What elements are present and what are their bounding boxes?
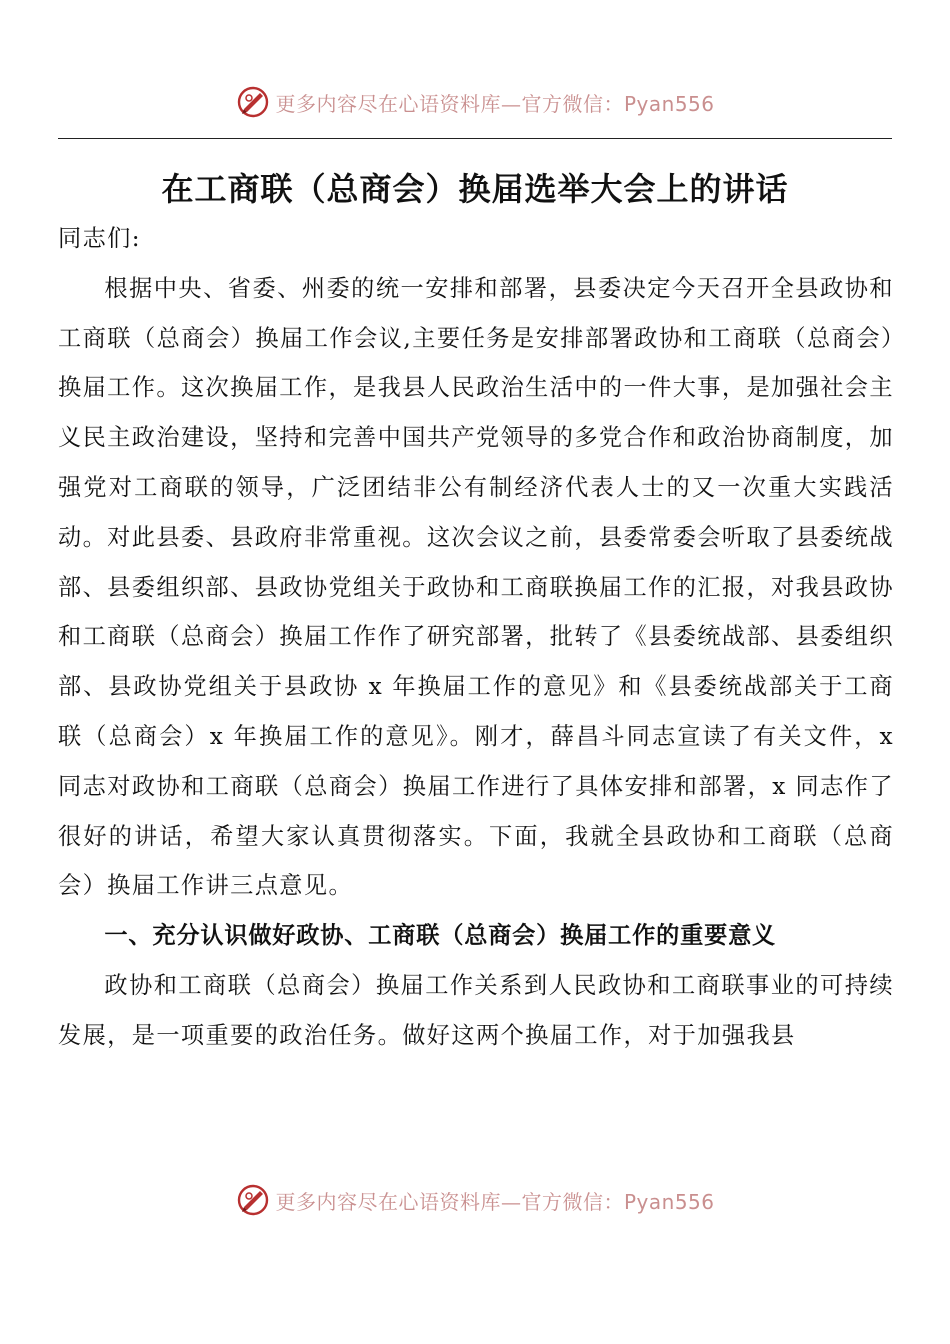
section-1-heading: 一、充分认识做好政协、工商联（总商会）换届工作的重要意义 <box>104 922 777 950</box>
header-banner-text: 更多内容尽在心语资料库—官方微信：Pyan556 <box>275 91 715 116</box>
header-wechat-id: Pyan556 <box>623 91 715 116</box>
footer-banner-text: 更多内容尽在心语资料库—官方微信：Pyan556 <box>275 1189 715 1214</box>
salutation: 同志们: <box>58 225 141 252</box>
footer-banner <box>0 1178 950 1222</box>
footer-wechat-id: Pyan556 <box>623 1189 715 1214</box>
paragraph-2: 政协和工商联（总商会）换届工作关系到人民政协和工商联事业的可持续发展，是一项重要的政治任务。做好这两个换届工作，对于加强我县 <box>58 971 894 1049</box>
document-title: 在工商联（总商会）换届选举大会上的讲话 <box>161 170 789 208</box>
document-body <box>58 214 894 1061</box>
header-banner <box>0 80 950 124</box>
paragraph-1: 根据中央、省委、州委的统一安排和部署，县委决定今天召开全县政协和工商联（总商会）换届工作会议,主要任务是安排部署政协和工商联（总商会）换届工作。这次换届工作，是我县人民政治生活中的一件大事，是加强社会主义民主政治建设，坚持和完善中国共产党领导的多党合作和政治协商制度，加强党对工商联的领导，广泛团结非公有制经济代表人士的又一次重大实践活动。对此县委、县政府非常重视。这次会议之前，县委常委会听取了县委统战部、县委组织部、县政协党组关于政协和工商联换届工作的汇报，对我县政协和工商联（总商会）换届工作作了研究部署，批转了《县委统战部、县委组织部、县政协党组关于县政协 x 年换届工作的意见》和《县委统战部关于工商联（总商会）x 年换届工作的意见》。刚才，薛昌斗同志宣读了有关文件，x 同志对政协和工商联（总商会）换届工作进行了具体安排和部署，x 同志作了很好的讲话，希望大家认真贯彻落实。下面，我就全县政协和工商联（总商会）换届工作讲三点意见。 <box>58 274 894 900</box>
header-divider <box>58 138 892 139</box>
pen-logo-icon <box>235 84 271 120</box>
pen-logo-icon <box>235 1182 271 1218</box>
